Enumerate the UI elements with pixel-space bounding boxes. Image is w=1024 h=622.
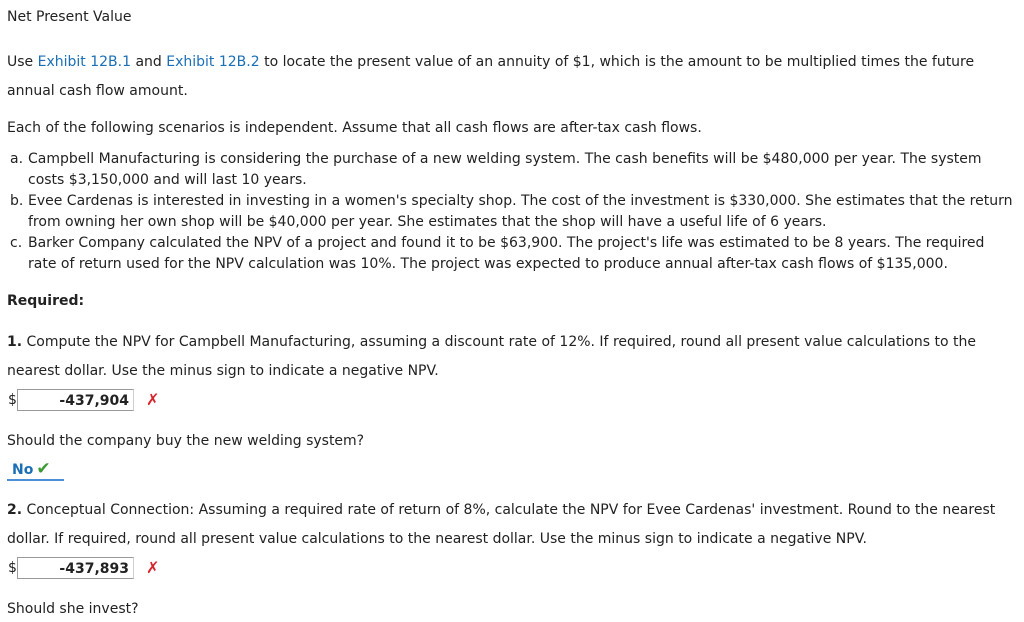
- question-text: Compute the NPV for Campbell Manufacturing, assuming a discount rate of 12%. If required, round all present value calculations to the nearest dollar. Use the minus sign to indicate a negative NPV.: [7, 334, 977, 379]
- scenario-marker: c.: [10, 235, 23, 251]
- exhibit-12b2-link[interactable]: Exhibit 12B.2: [166, 54, 260, 70]
- selected-value: No: [12, 462, 34, 478]
- buy-decision-select[interactable]: [7, 459, 64, 481]
- question-number: 2.: [7, 502, 23, 518]
- exhibit-12b1-link[interactable]: Exhibit 12B.1: [37, 54, 131, 70]
- instructions-and: and: [131, 54, 167, 70]
- question-1-prompt: [7, 328, 1019, 385]
- currency-symbol: $: [8, 560, 17, 576]
- question-2-prompt: [7, 496, 1019, 553]
- scenario-marker: b.: [10, 193, 24, 209]
- scenario-item-b: [10, 191, 1015, 233]
- scenario-list: [10, 149, 1015, 275]
- scenario-item-a: [10, 149, 1015, 191]
- instructions: [7, 48, 1017, 105]
- scenario-marker: a.: [10, 151, 24, 167]
- scenario-text: Campbell Manufacturing is considering the purchase of a new welding system. The cash benefits will be $480,000 per year. The system costs $3,150,000 and will last 10 years.: [28, 151, 982, 188]
- scenario-item-c: [10, 233, 1015, 275]
- scenarios-intro: Each of the following scenarios is independent. Assume that all cash flows are after-tax cash flows.: [7, 120, 702, 136]
- question-number: 1.: [7, 334, 23, 350]
- npv-answer-field-2[interactable]: -437,893: [17, 557, 134, 579]
- correct-check-icon: ✔: [36, 459, 51, 479]
- required-heading: Required:: [7, 293, 85, 309]
- followup-question-2: Should she invest?: [7, 601, 139, 617]
- question-text: Conceptual Connection: Assuming a required rate of return of 8%, calculate the NPV for Evee Cardenas' investment. Round to the nearest dollar. If required, round all present value calculations to the nearest dollar. Use the minus sign to indicate a negative NPV.: [7, 502, 996, 547]
- scenario-text: Barker Company calculated the NPV of a project and found it to be $63,900. The project's life was estimated to be 8 years. The required rate of return used for the NPV calculation was 10%. The project was expected to produce annual after-tax cash flows of $135,000.: [28, 235, 985, 272]
- incorrect-icon: ✗: [146, 558, 160, 577]
- instructions-prefix: Use: [7, 54, 38, 70]
- currency-symbol: $: [8, 392, 17, 408]
- scenario-text: Evee Cardenas is interested in investing in a women's specialty shop. The cost of the investment is $330,000. She estimates that the return from owning her own shop will be $40,000 per year. She estimates that the shop will have a useful life of 6 years.: [28, 193, 1013, 230]
- followup-question-1: Should the company buy the new welding system?: [7, 433, 365, 449]
- instructions-suffix: to locate the present value of an annuity of $1, which is the amount to be multiplied times the future annual cash flow amount.: [7, 54, 975, 99]
- incorrect-icon: ✗: [146, 390, 160, 409]
- page-title: Net Present Value: [7, 9, 132, 25]
- npv-answer-field-1[interactable]: -437,904: [17, 389, 134, 411]
